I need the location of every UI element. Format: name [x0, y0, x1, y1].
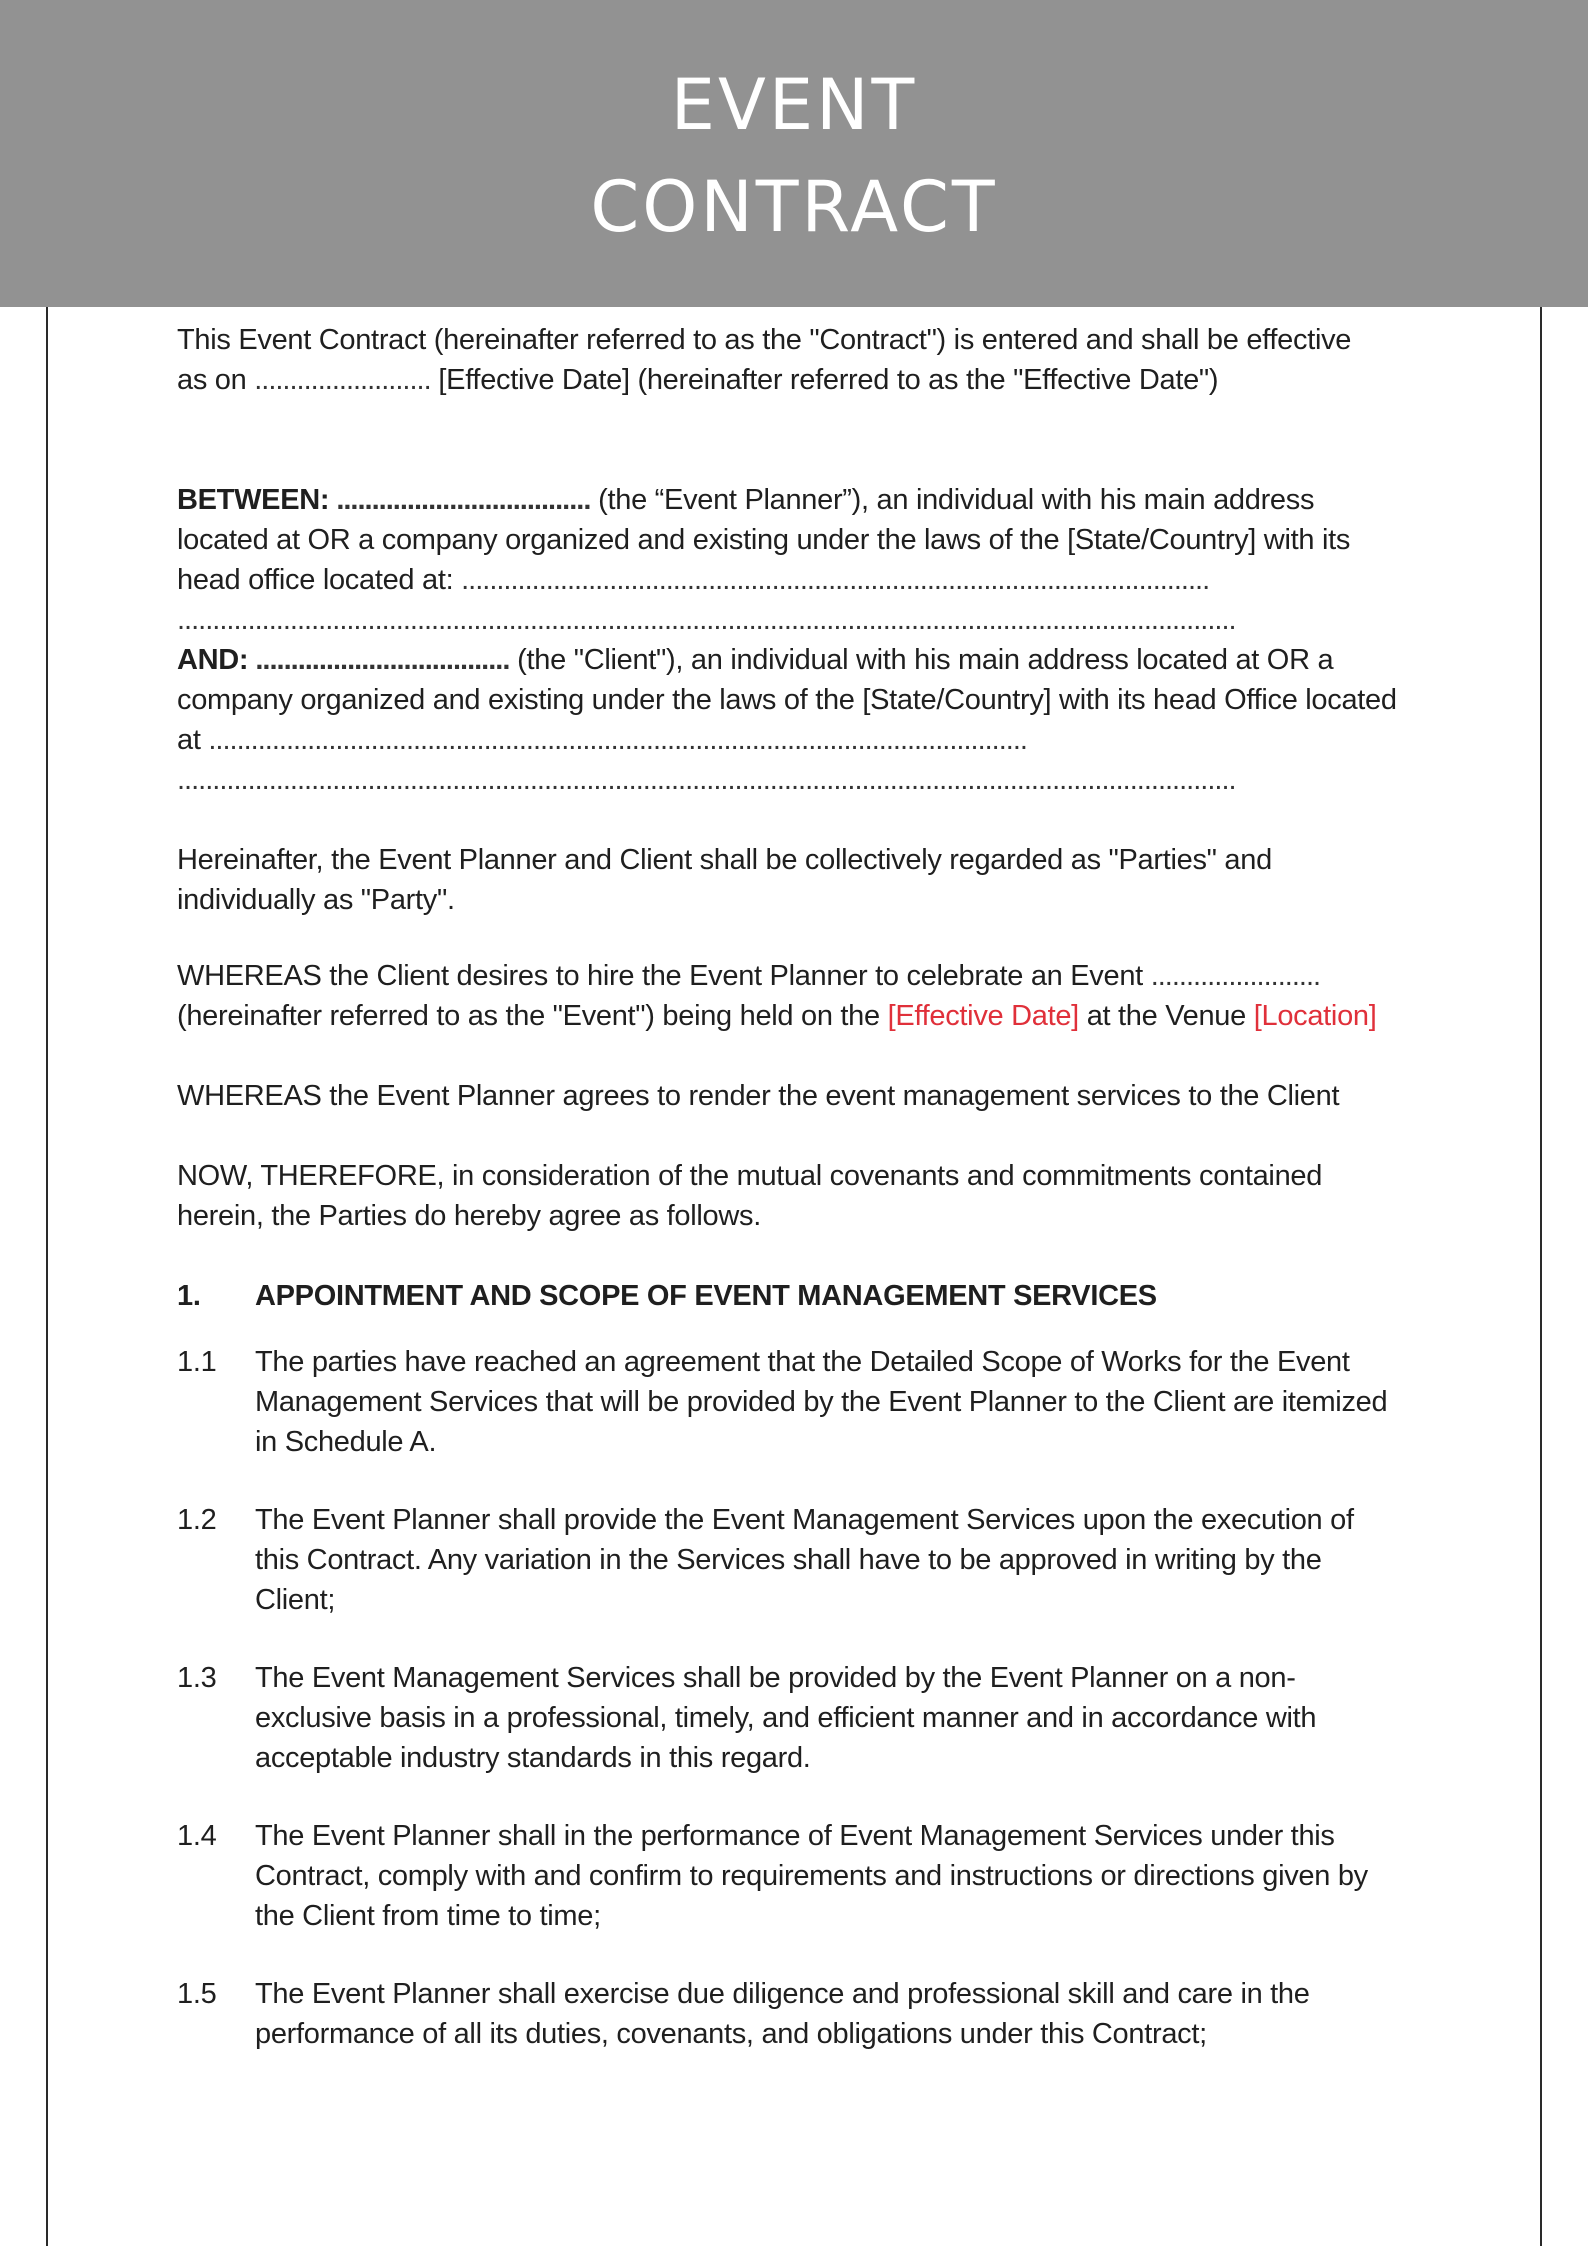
event-blank: ........................	[1150, 960, 1321, 992]
page-border-right	[1540, 307, 1542, 2246]
between-dotted-line: ......................................................................................................................................................	[177, 604, 1236, 636]
clause-number: 1.2	[177, 1504, 217, 1536]
clause-text: The parties have reached an agreement that the Detailed Scope of Works for the Event Management Services that will be provided by the Event Planner to the Client are itemized in Schedule A.	[255, 1346, 1388, 1458]
between-label: BETWEEN:	[177, 484, 330, 516]
and-paragraph	[177, 640, 1397, 760]
between-paragraph	[177, 480, 1397, 600]
whereas-client-paragraph	[177, 956, 1377, 1036]
clause-number: 1.5	[177, 1978, 217, 2010]
clause-text: The Event Planner shall exercise due diligence and professional skill and care in the performance of all its duties, covenants, and obligations under this Contract;	[255, 1978, 1310, 2050]
contract-body	[177, 320, 1397, 2054]
header-title-line2: CONTRACT	[590, 166, 998, 248]
and-text: (the "Client"), an individual with his main address located at OR a company organized and existing under the laws of the [State/Country] with its head Office located at	[177, 644, 1397, 756]
now-therefore-paragraph: NOW, THEREFORE, in consideration of the mutual covenants and commitments contained herein, the Parties do hereby agree as follows.	[177, 1160, 1323, 1232]
clause-1-2	[177, 1500, 1397, 1620]
intro-paragraph	[177, 320, 1357, 400]
clause-1-1	[177, 1342, 1397, 1462]
clause-number: 1.3	[177, 1662, 217, 1694]
whereas1-text-1: WHEREAS the Client desires to hire the Event Planner to celebrate an Event	[177, 960, 1151, 992]
event-planner-blank: ....................................	[329, 484, 591, 516]
section-1-title: APPOINTMENT AND SCOPE OF EVENT MANAGEMENT SERVICES	[255, 1280, 1157, 1312]
clause-1-3	[177, 1658, 1397, 1778]
clause-text: The Event Planner shall provide the Event Management Services upon the execution of this Contract. Any variation in the Services shall have to be approved in writing by the Client;	[255, 1504, 1354, 1616]
whereas1-text-3: at the Venue	[1078, 1000, 1254, 1032]
between-text: (the “Event Planner”), an individual with his main address located at OR a company organized and existing under the laws of the [State/Country] with its head office located at:	[177, 484, 1351, 596]
clause-number: 1.1	[177, 1346, 217, 1378]
effective-date-placeholder: [Effective Date]	[887, 1000, 1079, 1032]
head-office-blank: ..........................................................................................................	[461, 564, 1210, 596]
and-dotted-line: ......................................................................................................................................................	[177, 764, 1236, 796]
header-band	[0, 0, 1588, 307]
clause-1-4	[177, 1816, 1397, 1936]
location-placeholder: [Location]	[1253, 1000, 1377, 1032]
clause-1-5	[177, 1974, 1397, 2054]
whereas1-text-2: (hereinafter referred to as the "Event") being held on the	[177, 1000, 888, 1032]
and-label: AND:	[177, 644, 249, 676]
effective-date-blank: .........................	[254, 364, 431, 396]
clause-text: The Event Management Services shall be provided by the Event Planner on a non-exclusive basis in a professional, timely, and efficient manner and in accordance with acceptable industry standards in this regard.	[255, 1662, 1317, 1774]
section-1-number: 1.	[177, 1280, 201, 1312]
client-blank: ....................................	[248, 644, 510, 676]
intro-text-2: [Effective Date] (hereinafter referred to as the "Effective Date")	[430, 364, 1219, 396]
page-border-left	[46, 307, 48, 2246]
intro-text-1: This Event Contract (hereinafter referred to as the "Contract") is entered and shall be effective as on	[177, 324, 1352, 396]
whereas-planner-paragraph: WHEREAS the Event Planner agrees to render the event management services to the Client	[177, 1080, 1340, 1112]
clause-number: 1.4	[177, 1820, 217, 1852]
client-office-blank: ....................................................................................................................	[208, 724, 1027, 756]
hereinafter-paragraph: Hereinafter, the Event Planner and Client shall be collectively regarded as "Parties" and individually as "Party".	[177, 844, 1272, 916]
clause-text: The Event Planner shall in the performance of Event Management Services under this Contract, comply with and confirm to requirements and instructions or directions given by the Client from time to time;	[255, 1820, 1368, 1932]
header-title-line1: EVENT	[670, 64, 918, 146]
section-1-heading	[177, 1276, 1397, 1316]
